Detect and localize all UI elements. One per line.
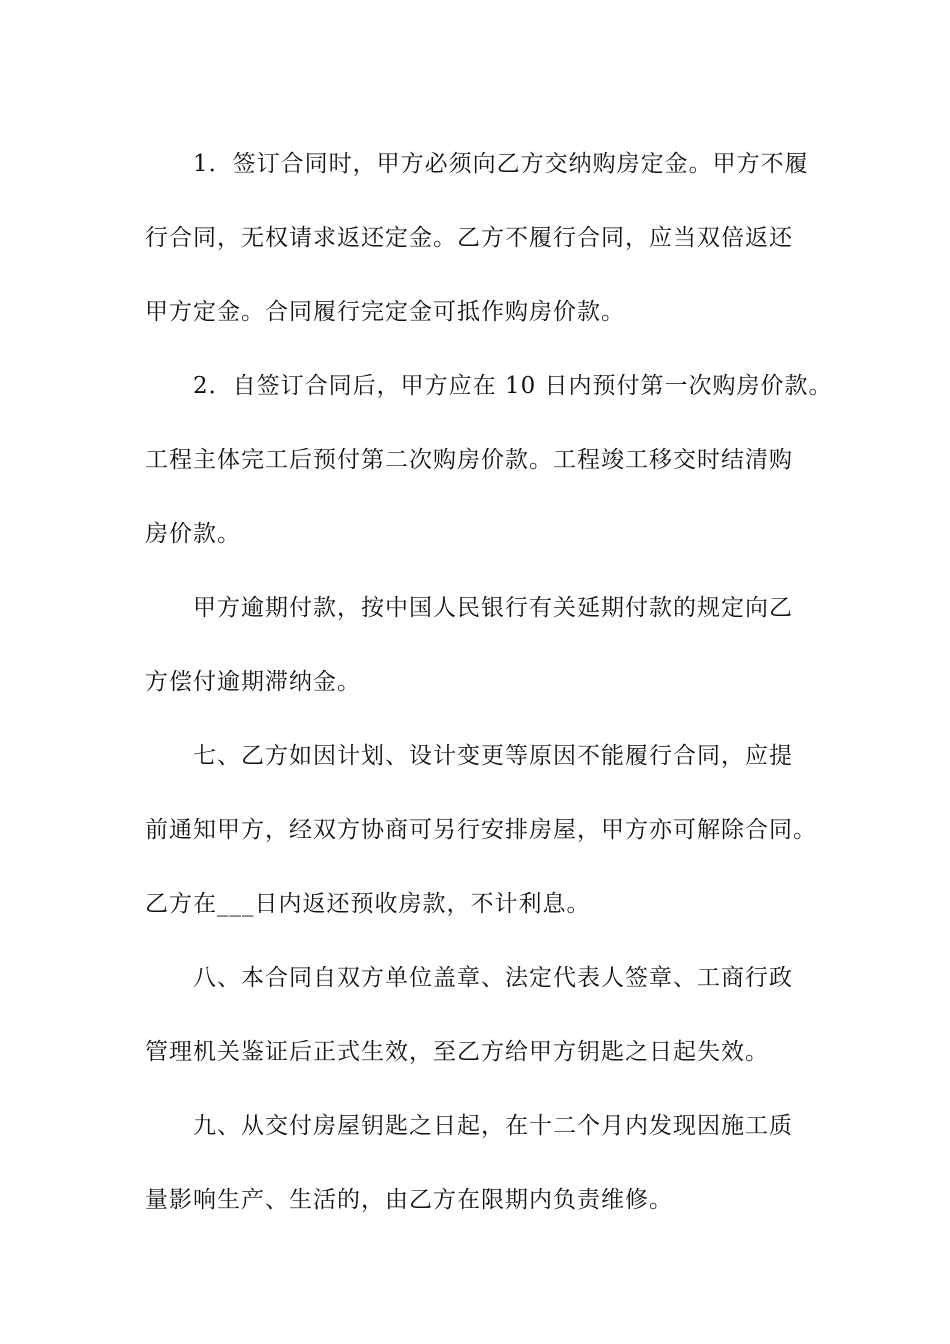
text-line: 管理机关鉴证后正式生效，至乙方给甲方钥匙之日起失效。 (145, 1039, 769, 1065)
text-line: 乙方在___日内返还预收房款，不计利息。 (145, 891, 591, 917)
text-line: 方偿付逾期滞纳金。 (145, 669, 361, 695)
document-body (145, 127, 833, 1237)
text-line: 量影响生产、生活的，由乙方在限期内负责维修。 (145, 1187, 673, 1213)
text-line: 1．签订合同时，甲方必须向乙方交纳购房定金。甲方不履 (193, 151, 809, 177)
text-line: 行合同，无权请求返还定金。乙方不履行合同，应当双倍返还 (145, 225, 793, 251)
text-line: 甲方定金。合同履行完定金可抵作购房价款。 (145, 299, 625, 325)
text-line: 前通知甲方，经双方协商可另行安排房屋，甲方亦可解除合同。 (145, 817, 817, 843)
text-line: 九、从交付房屋钥匙之日起，在十二个月内发现因施工质 (193, 1113, 793, 1139)
text-line: 八、本合同自双方单位盖章、法定代表人签章、工商行政 (193, 965, 793, 991)
text-line: 工程主体完工后预付第二次购房价款。工程竣工移交时结清购 (145, 447, 793, 473)
text-line: 七、乙方如因计划、设计变更等原因不能履行合同，应提 (193, 743, 793, 769)
text-line: 甲方逾期付款，按中国人民银行有关延期付款的规定向乙 (193, 595, 793, 621)
text-line: 房价款。 (145, 521, 241, 547)
text-line: 2．自签订合同后，甲方应在 10 日内预付第一次购房价款。 (193, 373, 833, 399)
